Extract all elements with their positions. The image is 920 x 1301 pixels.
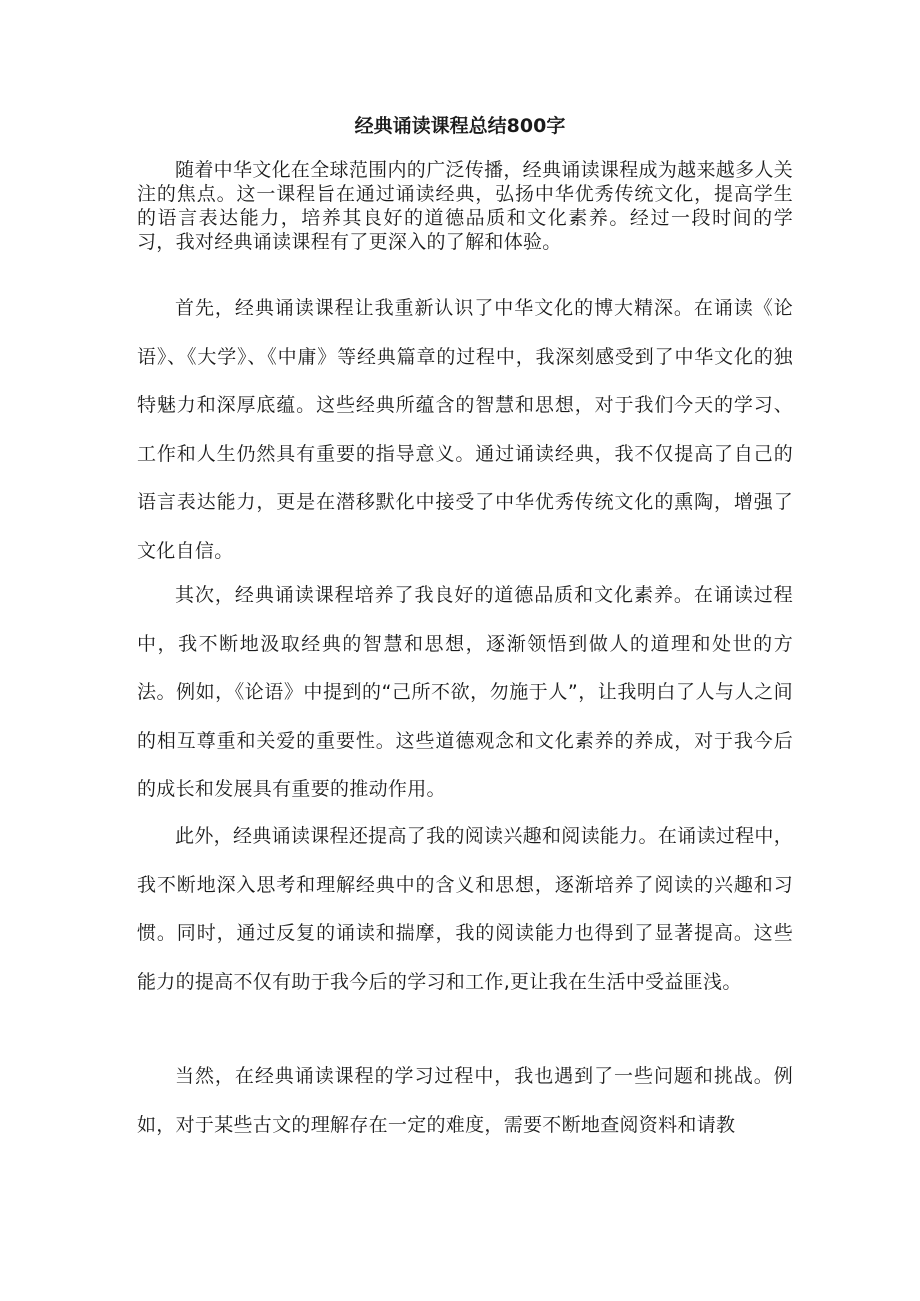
paragraph-challenges: 当然，在经典诵读课程的学习过程中，我也遇到了一些问题和挑战。例如，对于某些古文的理解存在一定的难度，需要不断地查阅资料和请教: [137, 1065, 793, 1136]
paragraph-intro: 随着中华文化在全球范围内的广泛传播，经典诵读课程成为越来越多人关注的焦点。这一课程旨在通过诵读经典，弘扬中华优秀传统文化，提高学生的语言表达能力，培养其良好的道德品质和文化素养。经过一段时间的学习，我对经典诵读课程有了更深入的了解和体验。: [137, 159, 793, 253]
document-title: 经典诵读课程总结800字: [354, 115, 566, 137]
paragraph-third-point: 此外，经典诵读课程还提高了我的阅读兴趣和阅读能力。在诵读过程中，我不断地深入思考和理解经典中的含义和思想，逐渐培养了阅读的兴趣和习惯。同时，通过反复的诵读和揣摩，我的阅读能力也得到了显著提高。这些能力的提高不仅有助于我今后的学习和工作,更让我在生活中受益匪浅。: [137, 825, 793, 993]
paragraph-first-point: 首先，经典诵读课程让我重新认识了中华文化的博大精深。在诵读《论语》、《大学》、《中庸》等经典篇章的过程中，我深刻感受到了中华文化的独特魅力和深厚底蕴。这些经典所蕴含的智慧和思想，对于我们今天的学习、工作和人生仍然具有重要的指导意义。通过诵读经典，我不仅提高了自己的语言表达能力，更是在潜移默化中接受了中华优秀传统文化的熏陶，增强了文化自信。: [137, 297, 793, 562]
paragraph-second-point: 其次，经典诵读课程培养了我良好的道德品质和文化素养。在诵读过程中，我不断地汲取经典的智慧和思想，逐渐领悟到做人的道理和处世的方法。例如，《论语》中提到的“己所不欲，勿施于人”，让我明白了人与人之间的相互尊重和关爱的重要性。这些道德观念和文化素养的养成，对于我今后的成长和发展具有重要的推动作用。: [137, 584, 793, 800]
